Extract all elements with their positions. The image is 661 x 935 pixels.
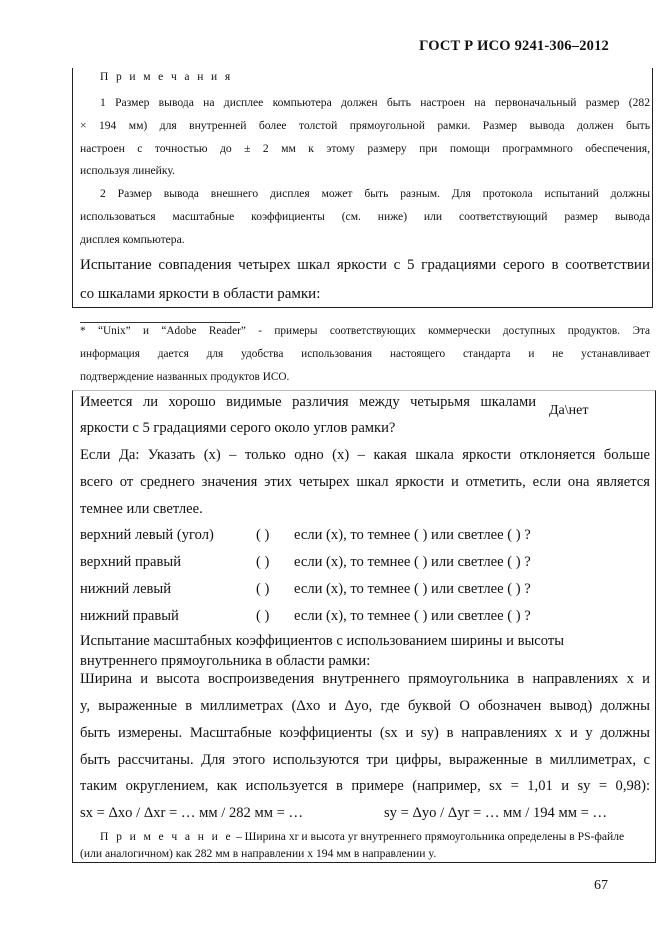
scale-body-line2: y, выраженные в миллиметрах (Δxo и Δyo, где буквой О обозначен вывод) должны (80, 698, 650, 714)
scale-body-line4: быть рассчитаны. Для этого используются три цифры, выраженные в миллиметрах, с (80, 752, 650, 768)
scale-note-label: П р и м е ч а н и е (100, 830, 234, 843)
corner-darker-lighter[interactable]: если (x), то темнее ( ) или светлее ( ) ? (294, 581, 531, 597)
note1-line2: × 194 мм) для внутренней более толстой прямоугольной рамки. Размер вывода должен быть (80, 119, 650, 132)
corner-darker-lighter[interactable]: если (x), то темнее ( ) или светлее ( ) ? (294, 608, 531, 624)
test1-line2: со шкалами яркости в области рамки: (80, 286, 321, 302)
notes-heading: П р и м е ч а н и я (100, 71, 233, 83)
corner-darker-lighter[interactable]: если (x), то темнее ( ) или светлее ( ) ? (294, 554, 531, 570)
question-line1: Имеется ли хорошо видимые различия между четырьмя шкалами (80, 394, 536, 410)
corner-checkbox[interactable]: ( ) (256, 608, 270, 624)
scale-note-line1 (80, 827, 650, 846)
scale-body-line3: быть измерены. Масштабные коэффициенты (sx и sy) в направлениях x и y должны (80, 725, 650, 741)
formula-scale-x[interactable]: sx = Δxo / Δxr = … мм / 282 мм = … (80, 805, 304, 821)
corner-darker-lighter[interactable]: если (x), то темнее ( ) или светлее ( ) ? (294, 527, 531, 543)
note1-line4: используя линейку. (80, 164, 175, 177)
scale-note-text: – Ширина xr и высота yr внутреннего прямоугольника определены в PS-файле (235, 830, 625, 843)
footnote-line1: * “Unix” и “Adobe Reader” - примеры соответствующих коммерчески доступных продуктов. Эта (80, 325, 650, 337)
note2-line3: дисплея компьютера. (80, 233, 185, 246)
scale-note-line2: (или аналогичном) как 282 мм в направлении x 194 мм в направлении y. (80, 847, 437, 860)
if-yes-line1: Если Да: Указать (x) – только одно (x) – какая шкала яркости отклоняется больше (80, 447, 650, 463)
note2-line1: 2 Размер вывода внешнего дисплея может быть разным. Для протокола испытаний должны (100, 187, 650, 200)
question-line2: яркости с 5 градациями серого около углов рамки? (80, 420, 396, 436)
test1-line1: Испытание совпадения четырех шкал яркости с 5 градациями серого в соответствии (80, 257, 650, 273)
if-yes-line2: всего от среднего значения этих четырех шкал яркости и отметить, если она является (80, 474, 650, 490)
corner-label: нижний правый (80, 608, 179, 624)
note1-line3: настроен с точностью до ± 2 мм к этому размеру при помощи программного обеспечения, (80, 142, 650, 155)
corner-checkbox[interactable]: ( ) (256, 581, 270, 597)
corner-checkbox[interactable]: ( ) (256, 554, 270, 570)
scale-test-heading-line1: Испытание масштабных коэффициентов с использованием ширины и высоты (80, 633, 565, 649)
formula-scale-y[interactable]: sy = Δyo / Δyr = … мм / 194 мм = … (384, 805, 608, 821)
if-yes-line3: темнее или светлее. (80, 501, 203, 517)
corner-label: нижний левый (80, 581, 172, 597)
document-header: ГОСТ Р ИСО 9241-306–2012 (419, 38, 609, 54)
page-number: 67 (594, 878, 608, 893)
footnote-line2: информация дается для удобства использования настоящего стандарта и не устанавливает (80, 348, 650, 360)
corner-label: верхний правый (80, 554, 182, 570)
corner-label: верхний левый (угол) (80, 527, 214, 543)
scale-body-line5: таким округлением, как используется в примере (например, sx = 1,01 и sy = 0,98): (80, 778, 650, 794)
note2-line2: использоваться масштабные коэффициенты (см. ниже) или соответствующий размер вывода (80, 210, 650, 223)
scale-test-heading-line2: внутреннего прямоугольника в области рамки: (80, 653, 371, 669)
note1-line1: 1 Размер вывода на дисплее компьютера должен быть настроен на первоначальный размер (282 (100, 96, 650, 109)
yes-no-answer[interactable]: Да\нет (549, 403, 589, 418)
scale-body-line1: Ширина и высота воспроизведения внутреннего прямоугольника в направлениях x и (80, 671, 650, 687)
footnote-line3: подтверждение названных продуктов ИСО. (80, 371, 290, 383)
corner-checkbox[interactable]: ( ) (256, 527, 270, 543)
